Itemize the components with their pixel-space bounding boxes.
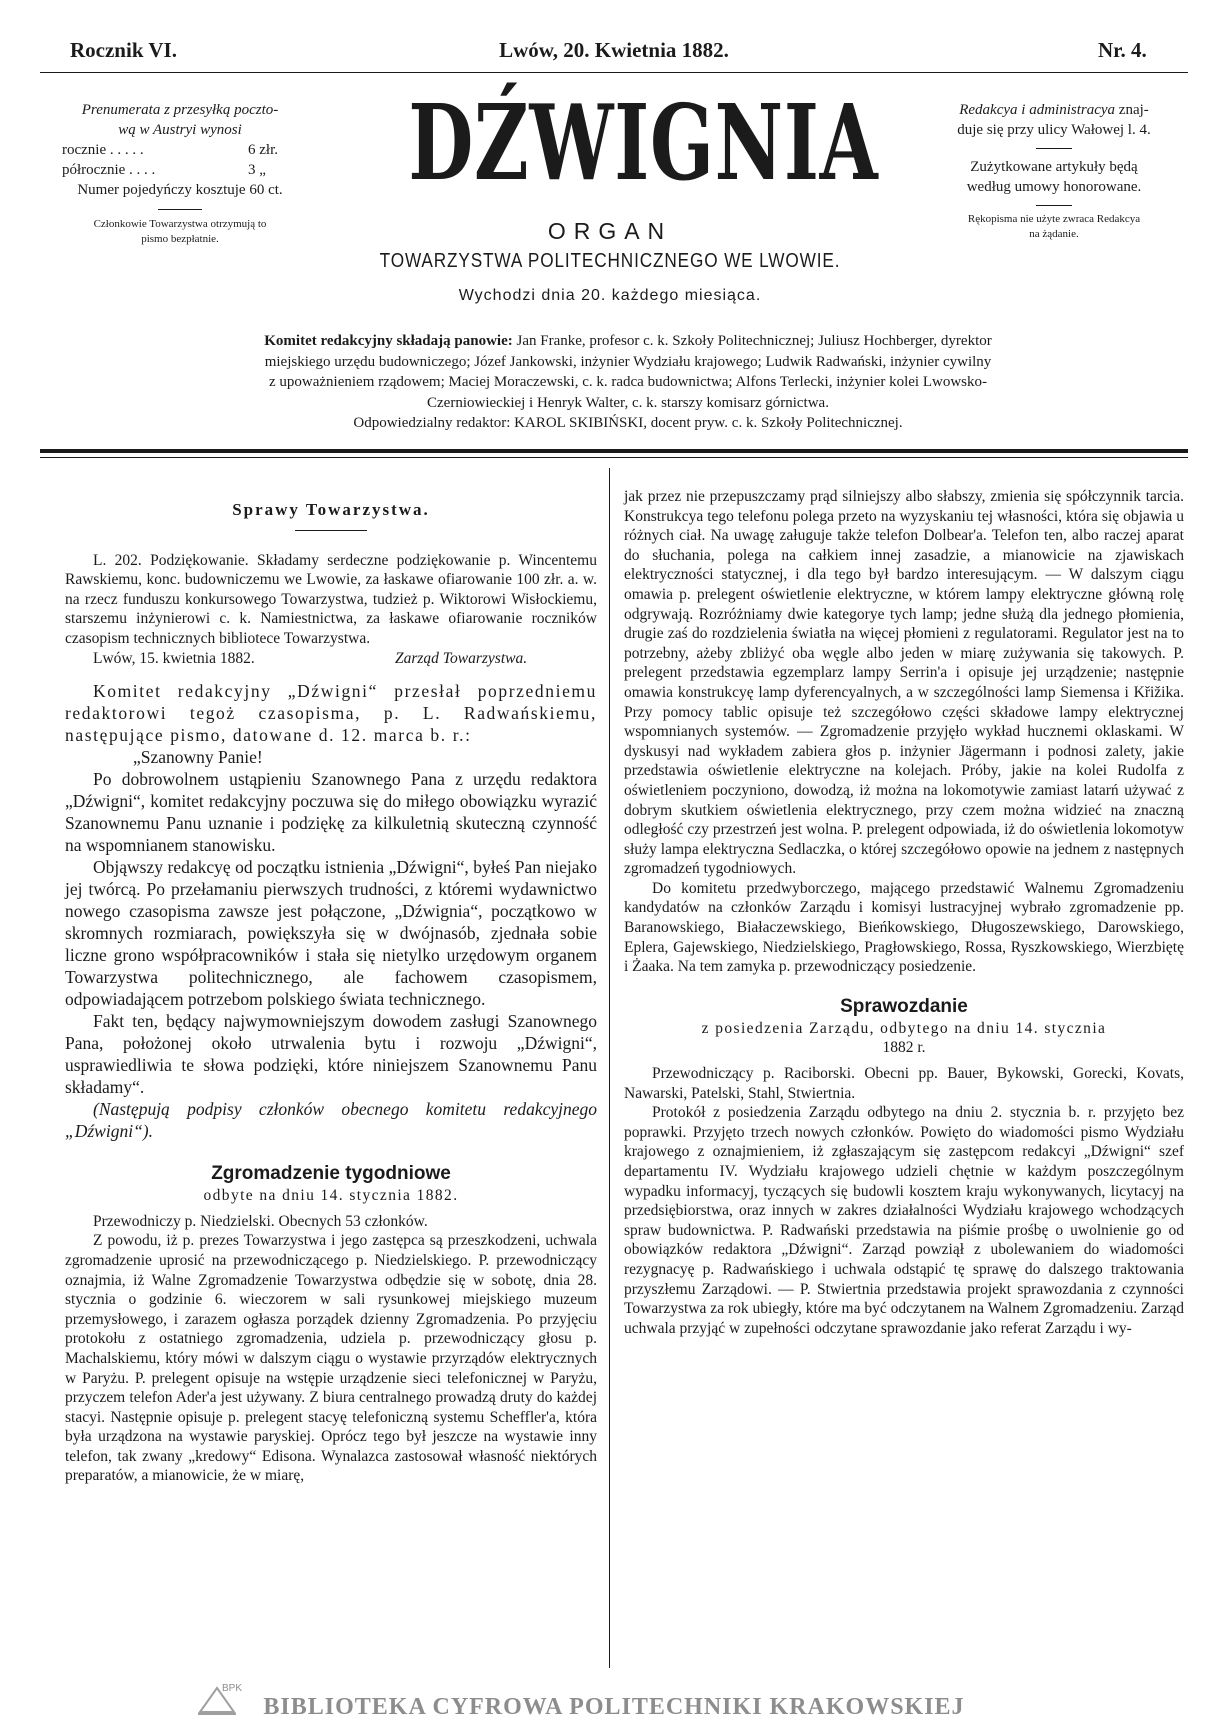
library-logo-text: BPK bbox=[222, 1683, 243, 1694]
members-note-2: pismo bezpłatnie. bbox=[141, 233, 219, 245]
section-title-report: Sprawozdanie bbox=[840, 995, 968, 1017]
report-subtitle-1: z posiedzenia Zarządu, odbytego na dniu 14. stycznia bbox=[701, 1019, 1107, 1037]
masthead-title: DŹWIGNIA bbox=[408, 81, 879, 204]
manuscripts-note-2: na żądanie. bbox=[1029, 228, 1079, 240]
editorial-line1b: znaj- bbox=[1115, 102, 1149, 118]
header-rule bbox=[40, 72, 1188, 73]
box-divider bbox=[1036, 205, 1072, 206]
masthead-schedule: Wychodzi dnia 20. każdego miesiąca. bbox=[458, 287, 762, 304]
letter-paragraph-2: Objąwszy redakcyę od początku istnienia „Dźwigni“, byłeś Pan niejako jej twórcą. Po przełamaniu pierwszych trudności, z któremi wydawnictwo nowego czasopisma zawsze jest połączone, „Dźwignia“, początkowo w skromnych rozmiarach, powiększyła się w dwójnasób, zjednała sobie liczne grono współpracowników i stała się nietylko urzędowym organem Towarzystwa politechnicznego, ale fachowem czasopismem, odpowiadającem potrzebom polskiego świata technicznego. bbox=[65, 857, 597, 1010]
weekly-meeting-attendance: Przewodniczy p. Niedzielski. Obecnych 53 członków. bbox=[93, 1212, 428, 1230]
weekly-meeting-report: Z powodu, iż p. prezes Towarzystwa i jego zastępca są przeszkodzeni, uchwala zgromadzenie uprosić na przewodniczącego p. Niedzielskiego. P. przewodniczący oznajmia, iż Walne Zgromadzenie Towarzystwa odbędzie się w sobotę, dnia 28. stycznia o godzinie 6. wieczorem w sali rysunkowej miejskiego muzeum przemysłowego, i zarazem ogłasza porządek dzienny Zgromadzenia. Po przyjęciu protokołu z ostatniego zgromadzenia, udziela p. przewodniczący głosu p. Machalskiemu, który mówi w dalszym ciągu o wystawie przyrządów elektrycznych w Paryżu. P. prelegent opisuje na wstępie urządzenie sieci telefonicznej w Paryżu, przyczem telefon Ader'a jest używany. Z biura centralnego prowadzą druty do każdej stacyi. Następnie opisuje p. prelegent stacyę telefoniczną systemu Scheffler'a, która była urządzona na wystawie paryskiej. Oprócz tego był jeszcze na wystawie inny telefon, tak zwany „kredowy“ Edisona. Wynalazca zastosował własność niektórych preparatów, a mianowicie, że w miarę, bbox=[65, 1232, 597, 1485]
responsible-editor: Odpowiedzialny redaktor: KAROL SKIBIŃSKI, docent pryw. c. k. Szkoły Politechnicznej. bbox=[353, 415, 903, 431]
masthead-double-rule-top bbox=[40, 449, 1188, 453]
committee-line1: Jan Franke, profesor c. k. Szkoły Politechnicznej; Juliusz Hochberger, dyrektor bbox=[512, 333, 992, 349]
letter-signatures-note: (Następują podpisy członków obecnego komitetu redakcyjnego „Dźwigni“). bbox=[65, 1099, 597, 1142]
masthead-double-rule-bottom bbox=[40, 457, 1188, 458]
subscription-box bbox=[40, 100, 320, 247]
left-column bbox=[65, 500, 597, 1486]
notice-place-date: Lwów, 15. kwietnia 1882. bbox=[93, 649, 255, 667]
box-divider bbox=[158, 209, 202, 210]
report-subtitle-2: 1882 r. bbox=[882, 1039, 926, 1057]
title-rule bbox=[295, 530, 367, 531]
volume-label: Rocznik VI. bbox=[70, 38, 177, 62]
yearly-price: 6 złr. bbox=[248, 142, 278, 158]
library-watermark: BIBLIOTEKA CYFROWA POLITECHNIKI KRAKOWSKIEJ bbox=[263, 1694, 965, 1720]
thanks-notice: L. 202. Podziękowanie. Składamy serdeczne podziękowanie p. Wincentemu Rawskiemu, konc. budowniczemu we Lwowie, za łaskawe ofiarowanie 100 złr. a. w. na rzecz funduszu konkursowego Towarzystwa, tudzież p. Wiktorowi Wisłockiemu, starszemu inżynierowi c. k. Namiestnictwa, za łaskawe ofiarowanie roczników czasopism technicznych bibliotece Towarzystwa. bbox=[65, 551, 597, 647]
editorial-line3: Zużytkowane artykuły będą bbox=[970, 159, 1138, 175]
yearly-label: rocznie . . . . . bbox=[62, 142, 144, 158]
box-divider bbox=[1036, 148, 1072, 149]
committee-line4: Czerniowieckiej i Henryk Walter, c. k. starszy komisarz górnictwa. bbox=[427, 394, 829, 411]
board-attendance: Przewodniczący p. Raciborski. Obecni pp. Bauer, Bykowski, Gorecki, Kovats, Nawarski, Patelski, Stahl, Stwiertnia. bbox=[624, 1065, 1184, 1102]
letter-intro: Komitet redakcyjny „Dźwigni“ przesłał poprzedniemu redaktorowi tegoż czasopisma, p. L. Radwańskiemu, następujące pismo, datowane d. 12. marca b. r.: bbox=[65, 681, 597, 746]
weekly-meeting-date: odbyte na dniu 14. stycznia 1882. bbox=[203, 1187, 459, 1205]
letter-paragraph-3: Fakt ten, będący najwymowniejszym dowodem zasługi Szanownego Pana, położonej około utrwalenia bytu i rozwoju „Dźwigni“, usprawiedliwia te słowa podzięki, które niniejszem Szanownemu Panu składamy“. bbox=[65, 1011, 597, 1098]
weekly-meeting-report-cont: jak przez nie przepuszczamy prąd silniejszy albo słabszy, zmienia się spółczynnik tarcia. Konstrukcya tego telefonu polega przeto na wyzyskaniu tej własności, która się objawia u różnych ciał. Na uwagę załuguje także telefon Dolbear'a. Telefon ten, albo raczej aparat do słuchania, polega na całkiem innej zasadzie, a mianowicie na zjawiskach elektryczności statycznej, i dla tego był bardzo interesującym. — W dalszym ciągu omawia p. prelegent oświetlenie elektryczne, w którem lampy elektryczne główną rolę odgrywają. Rozróżniamy dwie kategorye tych lamp; jedne służą dla jednego płomienia, drugie zaś do rozdzielenia światła na więcej płomieni z regulatorami. Regulator jest na to potrzebny, ażeby zbliżyć oba węgle albo jeden w miarę zużywania się takowych. P. prelegent przedstawia egzemplarz lampy Serrin'a i opisuje jej urządzenie; następnie omawia konstrukcyę lamp dyferencyalnych, a w szczególności lamp Siemensa i Křižika. Przy pomocy tablic opisuje też szczegółowo części składowe lampy elektrycznej wspomnianych systemów. — Zgromadzenie przyjęło wykład hucznemi oklaskami. W dyskusyi nad wykładem zabiera głos p. inżynier Jägermann i podnosi zalety, jakie przedstawia oświetlenie elektryczne na kolejach. Próby, jakie na kolei Rudolfa z oświetleniem poczyniono, dowodzą, iż można na lokomotywie zamiast latarń używać z dobrym skutkiem oświetlenia elektrycznego, przy czem można widzieć na znaczną odległość czy przestrzeń jest wolna. P. prelegent odpowiada, iż do oświetlenia lokomotyw służy lampa elektryczna Sedlaczka, o której szczegółowo opowie na jednem z następnych zgromadzeń tygodniowych. bbox=[624, 488, 1184, 878]
letter-salutation: „Szanowny Panie! bbox=[133, 747, 263, 768]
right-column bbox=[624, 487, 1184, 1338]
editorial-line2: duje się przy ulicy Wałowej l. 4. bbox=[957, 122, 1151, 138]
editorial-line1a: Redakcya i administracya bbox=[959, 102, 1116, 118]
board-minutes: Protokół z posiedzenia Zarządu odbytego na dniu 2. stycznia b. r. przyjęto bez poprawki. Przyjęto trzech nowych członków. Powięto do wiadomości pismo Wydziału krajowego z oznajmieniem, iż zgłaszającym się zastępcom redakcyi „Dźwigni“ szef departamentu IV. Wydziału krajowego udzieli chętnie w każdym poszczególnym wypadku informacyj, tyczących się budowli kosztem kraju wykonywanych, licytacyj na przedsiębiorstwa, oraz innych w zakres działalności Wydziału krajowego wchodzących spraw budownictwa. P. Radwański przedstawia na piśmie prośbę o uwolnienie go od obowiązków redaktora „Dźwigni“. Zarząd powziął z ubolewaniem do wiadomości rezygnacyę p. Radwańskiego i uchwala odstąpić tę sprawę do dalszego traktowania przyszłemu Zarządowi. — P. Stwiertnia przedstawia projekt sprawozdania z czynności Towarzystwa za rok ubiegły, które ma być odczytanem na Walnem Zgromadzeniu. Zarząd uchwala przyjąć w zupełności odczytane sprawozdanie jako referat Zarządu i wy- bbox=[624, 1104, 1184, 1337]
subscription-line2: wą w Austryi wynosi bbox=[118, 122, 242, 138]
subscription-line1: Prenumerata z przesyłką poczto- bbox=[81, 102, 279, 118]
committee-line3: z upoważnieniem rządowem; Maciej Moraczewski, c. k. radca budownictwa; Alfons Terlecki, inżynier kolei Lwowsko- bbox=[268, 374, 987, 390]
single-issue-price: Numer pojedyńczy kosztuje 60 ct. bbox=[77, 182, 283, 198]
section-title-weekly-meeting: Zgromadzenie tygodniowe bbox=[211, 1163, 451, 1185]
editorial-line4: według umowy honorowane. bbox=[966, 179, 1142, 195]
issue-number: Nr. 4. bbox=[1098, 38, 1147, 62]
half-year-label: półrocznie . . . . bbox=[62, 162, 156, 178]
committee-lead: Komitet redakcyjny składają panowie: bbox=[264, 333, 513, 349]
notice-signature: Zarząd Towarzystwa. bbox=[395, 649, 528, 667]
column-divider bbox=[609, 468, 610, 1668]
editorial-committee bbox=[78, 331, 1178, 434]
masthead-organ: ORGAN bbox=[547, 218, 673, 244]
masthead-society: TOWARZYSTWA POLITECHNICZNEGO WE LWOWIE. bbox=[379, 250, 841, 272]
section-title-sprawy: Sprawy Towarzystwa. bbox=[232, 500, 430, 519]
half-year-price: 3 „ bbox=[248, 162, 266, 178]
editorial-box bbox=[918, 100, 1190, 242]
preelection-committee: Do komitetu przedwyborczego, mającego przedstawić Walnemu Zgromadzeniu kandydatów na członków Zarządu i komisyi lustracyjnej wybrało zgromadzenie pp. Baranowskiego, Białaczewskiego, Bieńkowskiego, Długoszewskiego, Darowskiego, Eplera, Gajewskiego, Niedzielskiego, Pragłowskiego, Rossa, Ryszkowskiego, Wierzbiętę i Żaaka. Na tem zamyka p. przewodniczący posiedzenie. bbox=[624, 879, 1184, 976]
members-note-1: Członkowie Towarzystwa otrzymują to bbox=[93, 218, 267, 230]
letter-paragraph-1: Po dobrowolnem ustąpieniu Szanownego Pana z urzędu redaktora „Dźwigni“, komitet redakcyjny poczuwa się do miłego obowiązku wyrazić Szanownemu Panu uznanie i podziękę za kilkuletnią skuteczną czynność na wspomnianem stanowisku. bbox=[65, 769, 597, 856]
manuscripts-note-1: Rękopisma nie użyte zwraca Redakcya bbox=[967, 213, 1141, 225]
issue-date: Lwów, 20. Kwietnia 1882. bbox=[499, 38, 729, 62]
committee-line2: miejskiego urzędu budowniczego; Józef Jankowski, inżynier Wydziału krajowego; Ludwik Radwański, inżynier cywilny bbox=[264, 353, 992, 370]
